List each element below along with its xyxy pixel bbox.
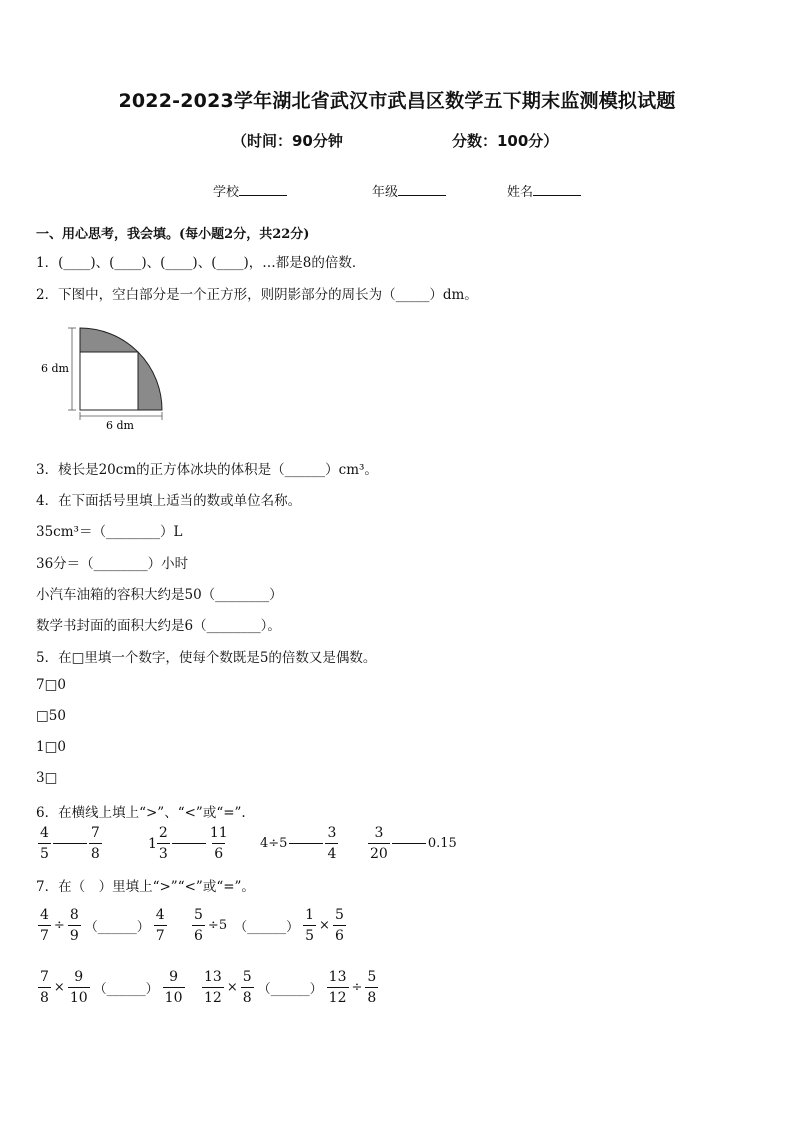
- question-4-line: 35cm³＝（________）L: [36, 524, 183, 540]
- question-7-stem: 7．在（ ）里填上“>”“<”或“=”。: [36, 879, 255, 895]
- fraction: $\frac{1}{5}$: [305, 907, 315, 944]
- exam-score: 分数：100分）: [452, 132, 559, 150]
- fraction: $\frac{13}{12}$: [204, 969, 222, 1006]
- fraction: $\frac{5}{6}$: [334, 907, 344, 944]
- answer-line[interactable]: [289, 843, 323, 844]
- q6-compare-4: $\frac{3}{20}$ 0.15: [370, 825, 457, 862]
- grade-field[interactable]: 年级: [372, 181, 446, 200]
- fraction: $\frac{5}{6}$: [194, 907, 203, 944]
- fraction: $\frac{7}{8}$: [40, 969, 49, 1006]
- q7-compare-2: $\frac{5}{6}$ ÷5 （______） $\frac{1}{5}$ × $\frac{5}{6}$: [194, 907, 344, 944]
- exam-time: （时间：90分钟: [232, 132, 343, 150]
- figure-bottom-label: 6 dm: [106, 419, 134, 432]
- fraction: $\frac{4}{5}$: [40, 825, 49, 862]
- answer-paren[interactable]: （______）: [84, 920, 150, 935]
- answer-paren[interactable]: （______）: [234, 920, 300, 935]
- question-5-item: 1□0: [36, 739, 66, 755]
- fraction: $\frac{7}{8}$: [90, 825, 100, 862]
- fraction: $\frac{8}{9}$: [69, 907, 79, 944]
- fraction: $\frac{11}{6}$: [209, 825, 228, 862]
- question-5-item: □50: [36, 708, 66, 724]
- q6-compare-2: 1 $\frac{2}{3}$ $\frac{11}{6}$: [148, 825, 228, 862]
- answer-paren[interactable]: （______）: [93, 982, 159, 997]
- answer-line[interactable]: [53, 843, 87, 844]
- question-1: 1．(____)、(____)、(____)、(____)，…都是8的倍数．: [36, 255, 366, 271]
- figure-left-label: 6 dm: [41, 362, 69, 375]
- fraction: $\frac{4}{7}$: [155, 907, 165, 944]
- fraction: $\frac{3}{4}$: [327, 825, 337, 862]
- fraction: $\frac{5}{8}$: [367, 969, 377, 1006]
- school-field[interactable]: 学校: [213, 181, 287, 200]
- name-field[interactable]: 姓名: [507, 181, 581, 200]
- question-6-stem: 6．在横线上填上“>”、“<”或“=”.: [36, 805, 246, 821]
- q6-compare-1: [38, 826, 102, 861]
- fraction: $\frac{3}{20}$: [370, 825, 388, 862]
- question-2: 2．下图中，空白部分是一个正方形，则阴影部分的周长为（_____）dm。: [36, 287, 478, 303]
- answer-line[interactable]: [172, 843, 206, 844]
- q7-compare-3: $\frac{7}{8}$ × $\frac{9}{10}$ （______） $\frac{9}{10}$: [40, 969, 183, 1006]
- page-title: 2022-2023学年湖北省武汉市武昌区数学五下期末监测模拟试题: [118, 90, 676, 112]
- question-5-item: 3□: [36, 770, 58, 786]
- quarter-circle-figure: [38, 322, 168, 434]
- q7-compare-4: $\frac{13}{12}$ × $\frac{5}{8}$ （______） $\frac{13}{12}$ ÷ $\frac{5}{8}$: [204, 969, 377, 1006]
- question-4-stem: 4．在下面括号里填上适当的数或单位名称。: [36, 493, 302, 509]
- section-heading: 一、用心思考，我会填。(每小题2分，共22分): [36, 227, 310, 242]
- question-5-stem: 5．在□里填一个数字，使每个数既是5的倍数又是偶数。: [36, 650, 377, 666]
- fraction: $\frac{9}{10}$: [69, 969, 88, 1006]
- q7-compare-1: $\frac{4}{7}$ ÷ $\frac{8}{9}$ （______） $\frac{4}{7}$: [40, 907, 165, 944]
- question-5-item: 7□0: [36, 677, 66, 693]
- fraction: $\frac{9}{10}$: [164, 969, 183, 1006]
- question-3: 3．棱长是20cm的正方体冰块的体积是（______）cm³。: [36, 462, 378, 478]
- fraction: $\frac{4}{7}$: [40, 907, 49, 944]
- fraction: $\frac{13}{12}$: [328, 969, 347, 1006]
- answer-line[interactable]: [392, 843, 426, 844]
- q6-compare-3: 4÷5 $\frac{3}{4}$: [260, 825, 337, 862]
- question-4-line: 小汽车油箱的容积大约是50（________）: [36, 587, 283, 603]
- question-4-line: 36分＝（________）小时: [36, 556, 189, 572]
- question-4-line: 数学书封面的面积大约是6（________）。: [36, 618, 281, 634]
- fraction: $\frac{2}{3}$: [158, 825, 168, 862]
- fraction: $\frac{5}{8}$: [242, 969, 252, 1006]
- answer-paren[interactable]: （______）: [257, 982, 323, 997]
